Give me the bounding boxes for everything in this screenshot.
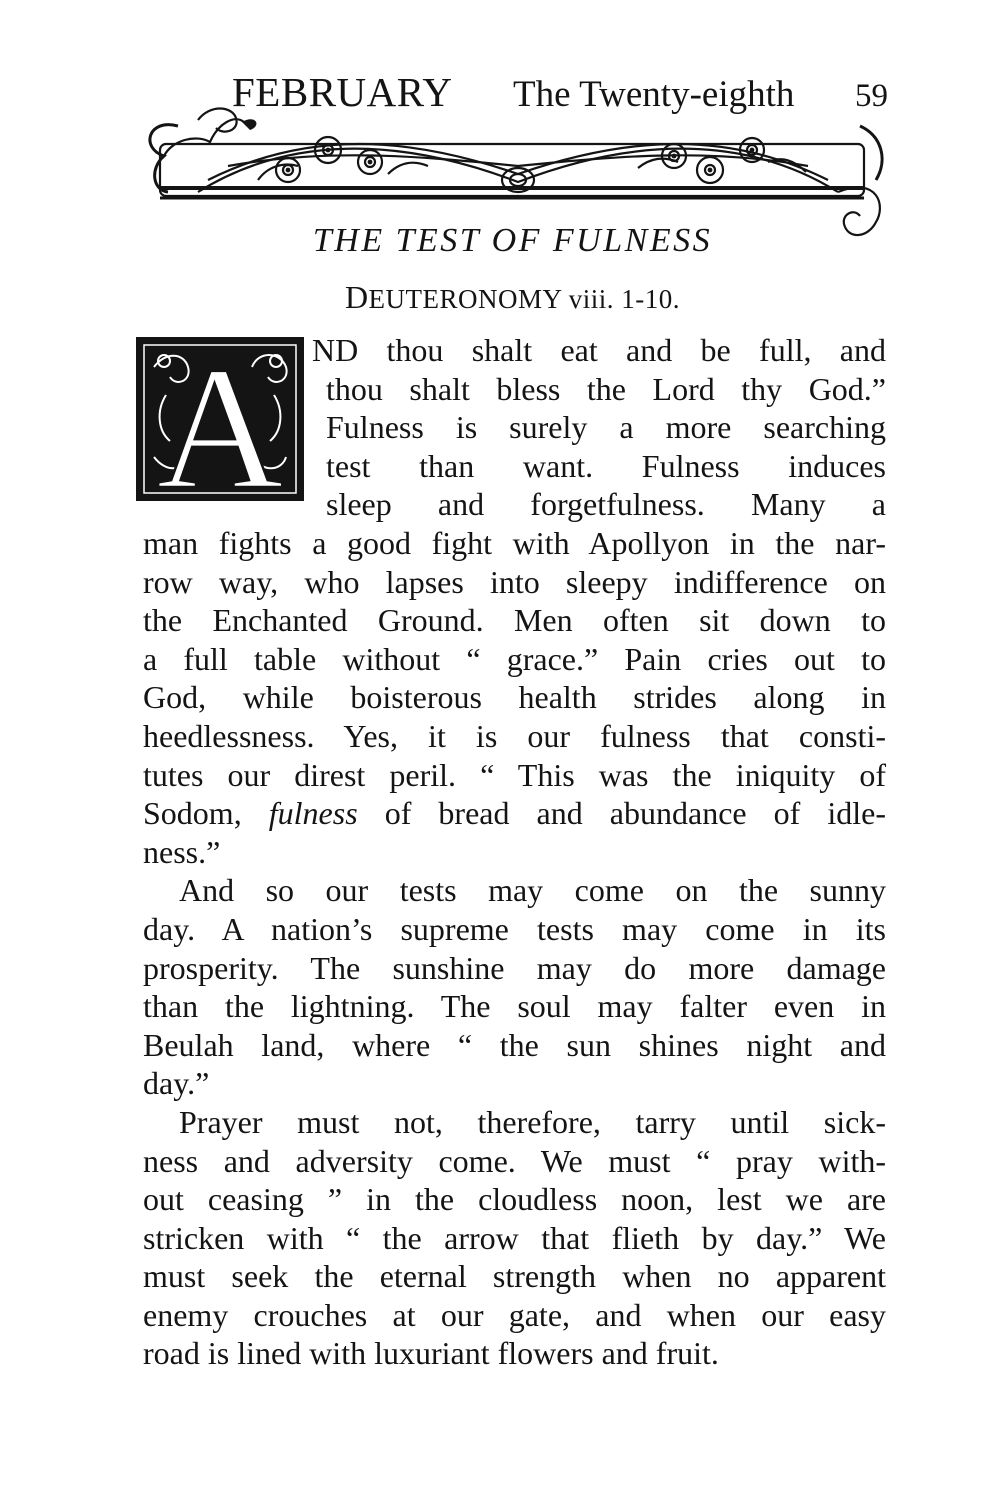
text-line: tutes our direst peril. “ This was the iniquity of xyxy=(143,756,886,793)
reading-title: THE TEST OF FULNESS xyxy=(312,222,713,259)
text-line: thou shalt bless the Lord thy God.” xyxy=(326,370,886,407)
text-line-emphasis xyxy=(143,794,886,833)
text-line: out ceasing ” in the cloudless noon, lest we are xyxy=(143,1181,886,1218)
reference-verses: viii. 1-10. xyxy=(561,284,681,314)
text-line: day. A nation’s supreme tests may come in its xyxy=(143,910,886,947)
text-line: stricken with “ the arrow that flieth by day.” We xyxy=(143,1219,886,1256)
text-line: prosperity. The sunshine may do more damage xyxy=(143,949,886,986)
text-line: row way, who lapses into sleepy indifference on xyxy=(143,563,886,600)
reference-initial: D xyxy=(344,279,369,315)
text-line: ness.” xyxy=(143,833,221,870)
italic-word: fulness xyxy=(268,795,358,832)
text-line: Prayer must not, therefore, tarry until sick- xyxy=(179,1103,886,1140)
text-fragment: Sodom, xyxy=(143,795,269,832)
text-fragment: of bread and abundance of idle- xyxy=(357,795,887,832)
text-line: the Enchanted Ground. Men often sit down to xyxy=(143,602,886,639)
text-line: than the lightning. The soul may falter even in xyxy=(143,988,886,1025)
decorated-dropcap-icon xyxy=(136,337,304,501)
text-line: day.” xyxy=(143,1065,210,1102)
text-line: road is lined with luxuriant flowers and fruit. xyxy=(143,1335,719,1372)
text-line: test than want. Fulness induces xyxy=(326,447,886,484)
text-line: heedlessness. Yes, it is our fulness that consti- xyxy=(143,717,886,754)
text-line: man fights a good fight with Apollyon in the nar- xyxy=(143,525,886,561)
text-line: Fulness is surely a more searching xyxy=(326,409,886,446)
dropcap-letter: A xyxy=(156,337,284,501)
text-line: a full table without “ grace.” Pain cries out to xyxy=(143,640,886,677)
text-line: ND thou shalt eat and be full, and xyxy=(312,332,886,368)
page-number: 59 xyxy=(855,78,888,114)
text-line: Beulah land, where “ the sun shines night and xyxy=(143,1026,886,1063)
header-month: FEBRUARY xyxy=(232,69,453,115)
text-line: And so our tests may come on the sunny xyxy=(179,872,886,909)
paragraph-1-opening xyxy=(312,331,886,524)
header-day: The Twenty-eighth xyxy=(513,74,795,115)
text-line: ness and adversity come. We must “ pray with- xyxy=(143,1142,886,1179)
text-line: enemy crouches at our gate, and when our easy xyxy=(143,1296,886,1333)
text-line: God, while boisterous health strides along in xyxy=(143,679,886,716)
text-line: must seek the eternal strength when no apparent xyxy=(143,1258,886,1295)
body-text xyxy=(143,524,886,1373)
text-line: sleep and forgetfulness. Many a xyxy=(326,486,886,523)
reference-book: EUTERONOMY xyxy=(368,284,562,314)
scripture-reference xyxy=(140,279,885,316)
